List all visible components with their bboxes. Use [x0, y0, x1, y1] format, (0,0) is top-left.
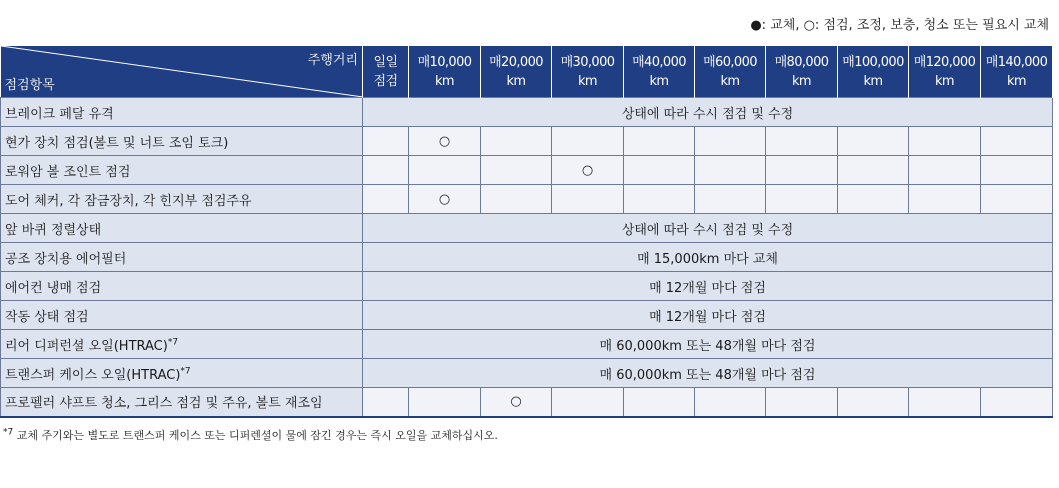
- interval-column-header: [838, 46, 909, 98]
- inspection-item: [1, 272, 363, 301]
- inspection-item-label: 로워암 볼 조인트 점검: [5, 164, 131, 180]
- interval-unit: km: [935, 73, 954, 89]
- inspection-item: [1, 330, 363, 359]
- interval-column-header: [695, 46, 766, 98]
- empty-cell: [624, 388, 695, 417]
- empty-cell: [909, 127, 981, 156]
- empty-cell: [909, 185, 981, 214]
- table-row: [1, 243, 1053, 272]
- inspection-item: [1, 185, 363, 214]
- empty-cell: [766, 388, 838, 417]
- interval-label: 매20,000: [489, 54, 543, 70]
- empty-cell: [838, 127, 909, 156]
- table-header: [1, 46, 1053, 98]
- table-row: [1, 214, 1053, 243]
- inspection-item: [1, 156, 363, 185]
- empty-cell: [481, 156, 552, 185]
- empty-cell: [624, 185, 695, 214]
- interval-label: 일일: [373, 54, 398, 70]
- inspection-item-label: 브레이크 페달 유격: [5, 106, 114, 122]
- empty-cell: [981, 185, 1053, 214]
- interval-label: 매100,000: [842, 54, 904, 70]
- footnote-text: 교체 주기와는 별도로 트랜스퍼 케이스 또는 디퍼렌셜이 물에 잠긴 경우는 즉시 오일을 교체하십시오.: [13, 429, 498, 442]
- interval-label: 매140,000: [985, 54, 1048, 70]
- empty-cell: [909, 156, 981, 185]
- interval-label: 매10,000: [417, 54, 472, 70]
- table-row: [1, 359, 1053, 388]
- empty-cell: [363, 388, 409, 417]
- table-row: [1, 127, 1053, 156]
- interval-unit: km: [720, 73, 740, 89]
- maintenance-table: [0, 46, 1053, 418]
- interval-unit: km: [792, 73, 811, 89]
- interval-note: 상태에 따라 수시 점검 및 수정: [363, 98, 1053, 127]
- interval-column-header: [363, 46, 409, 98]
- table-row: [1, 330, 1053, 359]
- inspection-item-label: 에어컨 냉매 점검: [5, 280, 102, 296]
- interval-unit: km: [578, 73, 597, 89]
- interval-unit: km: [1007, 73, 1026, 89]
- empty-cell: [624, 127, 695, 156]
- inspection-item-label: 도어 체커, 각 잠금장치, 각 힌지부 점검주유: [5, 193, 252, 209]
- empty-cell: [838, 388, 909, 417]
- table-row: [1, 156, 1053, 185]
- empty-cell: [481, 185, 552, 214]
- inspection-item: [1, 243, 363, 272]
- empty-cell: [409, 156, 481, 185]
- empty-cell: [838, 156, 909, 185]
- table-row: [1, 301, 1053, 330]
- table-row: [1, 388, 1053, 417]
- interval-column-header: [552, 46, 624, 98]
- inspect-mark: ○: [409, 185, 481, 214]
- empty-cell: [552, 388, 624, 417]
- interval-column-header: [481, 46, 552, 98]
- table-row: [1, 272, 1053, 301]
- interval-note: 매 60,000km 또는 48개월 마다 점검: [363, 359, 1053, 388]
- empty-cell: [766, 185, 838, 214]
- inspection-item: [1, 214, 363, 243]
- interval-unit: 점검: [373, 73, 398, 89]
- inspection-item-label: 현가 장치 점검(볼트 및 너트 조임 토크): [5, 135, 229, 151]
- interval-note: 상태에 따라 수시 점검 및 수정: [363, 214, 1053, 243]
- inspection-item: [1, 359, 363, 388]
- interval-column-header: [409, 46, 481, 98]
- empty-cell: [363, 156, 409, 185]
- inspection-item: [1, 127, 363, 156]
- empty-cell: [766, 127, 838, 156]
- interval-column-header: [624, 46, 695, 98]
- interval-unit: km: [435, 73, 454, 89]
- interval-label: 매80,000: [774, 54, 829, 70]
- empty-cell: [624, 156, 695, 185]
- interval-column-header: [981, 46, 1053, 98]
- interval-label: 매40,000: [632, 54, 686, 70]
- interval-unit: km: [863, 73, 883, 89]
- footnote-ref: *7: [167, 337, 179, 348]
- empty-cell: [363, 185, 409, 214]
- interval-column-header: [909, 46, 981, 98]
- empty-cell: [766, 156, 838, 185]
- legend: ●: 교체, ○: 점검, 조정, 보충, 청소 또는 필요시 교체: [750, 18, 1049, 33]
- empty-cell: [695, 156, 766, 185]
- interval-unit: km: [649, 73, 669, 89]
- empty-cell: [695, 127, 766, 156]
- empty-cell: [981, 127, 1053, 156]
- inspection-item: [1, 388, 363, 417]
- table-body: [1, 98, 1053, 417]
- inspect-mark: ○: [552, 156, 624, 185]
- interval-label: 매120,000: [913, 54, 976, 70]
- interval-note: 매 12개월 마다 점검: [363, 272, 1053, 301]
- empty-cell: [552, 127, 624, 156]
- interval-label: 매30,000: [560, 54, 615, 70]
- empty-cell: [481, 127, 552, 156]
- interval-column-header: [766, 46, 838, 98]
- inspection-item-label: 트랜스퍼 케이스 오일(HTRAC): [5, 367, 181, 383]
- inspection-item: [1, 98, 363, 127]
- distance-header: 주행거리: [307, 53, 358, 68]
- empty-cell: [363, 127, 409, 156]
- empty-cell: [838, 185, 909, 214]
- inspection-item-label: 공조 장치용 에어필터: [5, 251, 127, 267]
- interval-label: 매60,000: [703, 54, 757, 70]
- header-corner-cell: [1, 46, 363, 98]
- interval-note: 매 12개월 마다 점검: [363, 301, 1053, 330]
- footnote: [3, 427, 498, 443]
- inspection-item: [1, 301, 363, 330]
- inspect-mark: ○: [481, 388, 552, 417]
- empty-cell: [695, 185, 766, 214]
- table-row: [1, 185, 1053, 214]
- interval-note: 매 60,000km 또는 48개월 마다 점검: [363, 330, 1053, 359]
- empty-cell: [981, 388, 1053, 417]
- empty-cell: [552, 185, 624, 214]
- item-header: 점검항목: [4, 78, 55, 93]
- interval-unit: km: [506, 73, 526, 89]
- inspection-item-label: 리어 디퍼런셜 오일(HTRAC): [5, 338, 168, 354]
- inspection-item-label: 프로펠러 샤프트 청소, 그리스 점검 및 주유, 볼트 재조임: [5, 396, 323, 412]
- empty-cell: [409, 388, 481, 417]
- footnote-mark: *7: [3, 427, 14, 438]
- table-row: [1, 98, 1053, 127]
- interval-note: 매 15,000km 마다 교체: [363, 243, 1053, 272]
- empty-cell: [909, 388, 981, 417]
- inspection-item-label: 앞 바퀴 정렬상태: [5, 222, 102, 238]
- empty-cell: [981, 156, 1053, 185]
- footnote-ref: *7: [180, 366, 191, 377]
- empty-cell: [695, 388, 766, 417]
- inspect-mark: ○: [409, 127, 481, 156]
- inspection-item-label: 작동 상태 점검: [5, 309, 89, 325]
